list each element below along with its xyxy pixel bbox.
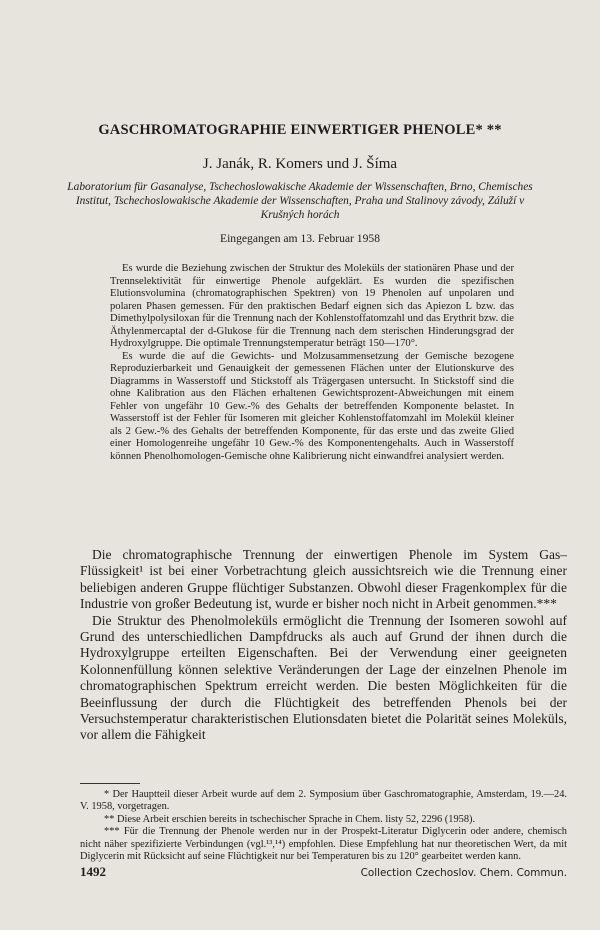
abstract-paragraph: Es wurde die auf die Gewichts- und Molzusammensetzung der Gemische bezogene Reproduzierbarkeit und Genauigkeit der gemessenen Flächen unter der Elutionskurve des Diagramms in Wasserstoff und Stickstoff als Trägergasen untersucht. In Stickstoff sind die ohne Kalibration aus den Flächen erhaltenen Gewichtsprozent-Abweichungen mit einem Fehler von ungefähr 10 Gew.-% des Gehalts der betreffenden Komponente belastet. In Wasserstoff ist der Fehler für Isomeren mit gleicher Kohlenstoffatomzahl im Molekül kleiner als 2 Gew.-% des Gehalts der betreffenden Komponente, für das erste und das zweite Glied einer Homologenreihe ungefähr 10 Gew.-% des Komponentengehalts. Auch in Wasserstoff können Phenolhomologen-Gemische ohne Kalibrierung nicht einwandfrei analysiert werden. bbox=[110, 350, 514, 462]
body-text bbox=[80, 547, 567, 744]
received-date: Eingegangen am 13. Februar 1958 bbox=[219, 232, 380, 245]
footnote: * Der Hauptteil dieser Arbeit wurde auf dem 2. Symposium über Gaschromatographie, Amsterdam, 19.—24. V. 1958, vorgetragen. bbox=[80, 789, 567, 813]
footnote: *** Für die Trennung der Phenole werden nur in der Prospekt-Literatur Diglycerin oder andere, chemisch nicht näher spezifizierte Verbindungen (vgl.¹³,¹⁴) empfohlen. Diese Empfehlung hat nur theoretischen Wert, da mit Diglycerin mit Rücksicht auf seine Flüchtigkeit nur bei Temperaturen bis zu 120° gearbeitet werden kann. bbox=[80, 826, 567, 863]
footnote-rule bbox=[80, 783, 140, 784]
article-authors: J. Janák, R. Komers und J. Šíma bbox=[202, 156, 398, 172]
abstract bbox=[110, 263, 514, 463]
body-paragraph: Die Struktur des Phenolmoleküls ermöglicht die Trennung der Isomeren sowohl auf Grund des unterschiedlichen Dampfdrucks als auch auf Grund der ihnen durch die Hydroxylgruppe erteilten Eigenschaften. Bei der Verwendung einer geeigneten Kolonnenfüllung können selektive Veränderungen der Lage der einzelnen Phenole im chromatographischen Spektrum erreicht werden. Die besten Möglichkeiten für die Beeinflussung der durch die Flüchtigkeit des betreffenden Phenols bei der Versuchstemperatur charakteristischen Elutionsdaten bietet die Polarität seines Moleküls, vor allem die Fähigkeit bbox=[80, 612, 567, 743]
page-number: 1492 bbox=[80, 864, 106, 879]
abstract-paragraph: Es wurde die Beziehung zwischen der Struktur des Moleküls der stationären Phase und der Trennselektivität für einwertige Phenole aufgeklärt. Es wurden die spezifischen Elutionsvolumina (chromatographischen Spektren) von 19 Phenolen auf unpolaren und polaren Phasen gemessen. Für den praktischen Bedarf eignen sich das Apiezon L bzw. das Dimethylpolysiloxan für die Trennung nach der Kohlenstoffatomzahl und das Erythrit bzw. die Äthylenmercaptal der d-Glukose für die Trennung nach dem sterischen Hinderungsgrad der Hydroxylgruppe. Die optimale Trennungstemperatur beträgt 150—170°. bbox=[110, 263, 514, 349]
article-title: GASCHROMATOGRAPHIE EINWERTIGER PHENOLE* ** bbox=[98, 122, 502, 138]
footnotes bbox=[80, 789, 567, 863]
body-paragraph: Die chromatographische Trennung der einwertigen Phenole im System Gas–Flüssigkeit¹ ist bei einer Vorbetrachtung gleich aussichtsreich wie die Trennung einer beliebigen anderen Gruppe flüchtiger Substanzen. Obwohl dieser Fragenkomplex für die Industrie von großer Bedeutung ist, wurde er bisher noch nicht in Arbeit genommen.*** bbox=[80, 547, 567, 612]
footnote: ** Diese Arbeit erschien bereits in tschechischer Sprache in Chem. listy 52, 2296 (1958). bbox=[104, 813, 476, 825]
journal-name: Collection Czechoslov. Chem. Commun. bbox=[360, 867, 567, 879]
author-affiliation: Laboratorium für Gasanalyse, Tschechoslowakische Akademie der Wissenschaften, Brno, Chemisches Institut, Tschechoslowakische Akademie der Wissenschaften, Praha und Stalinovy závody, Záluží v Krušných horách bbox=[67, 181, 533, 221]
